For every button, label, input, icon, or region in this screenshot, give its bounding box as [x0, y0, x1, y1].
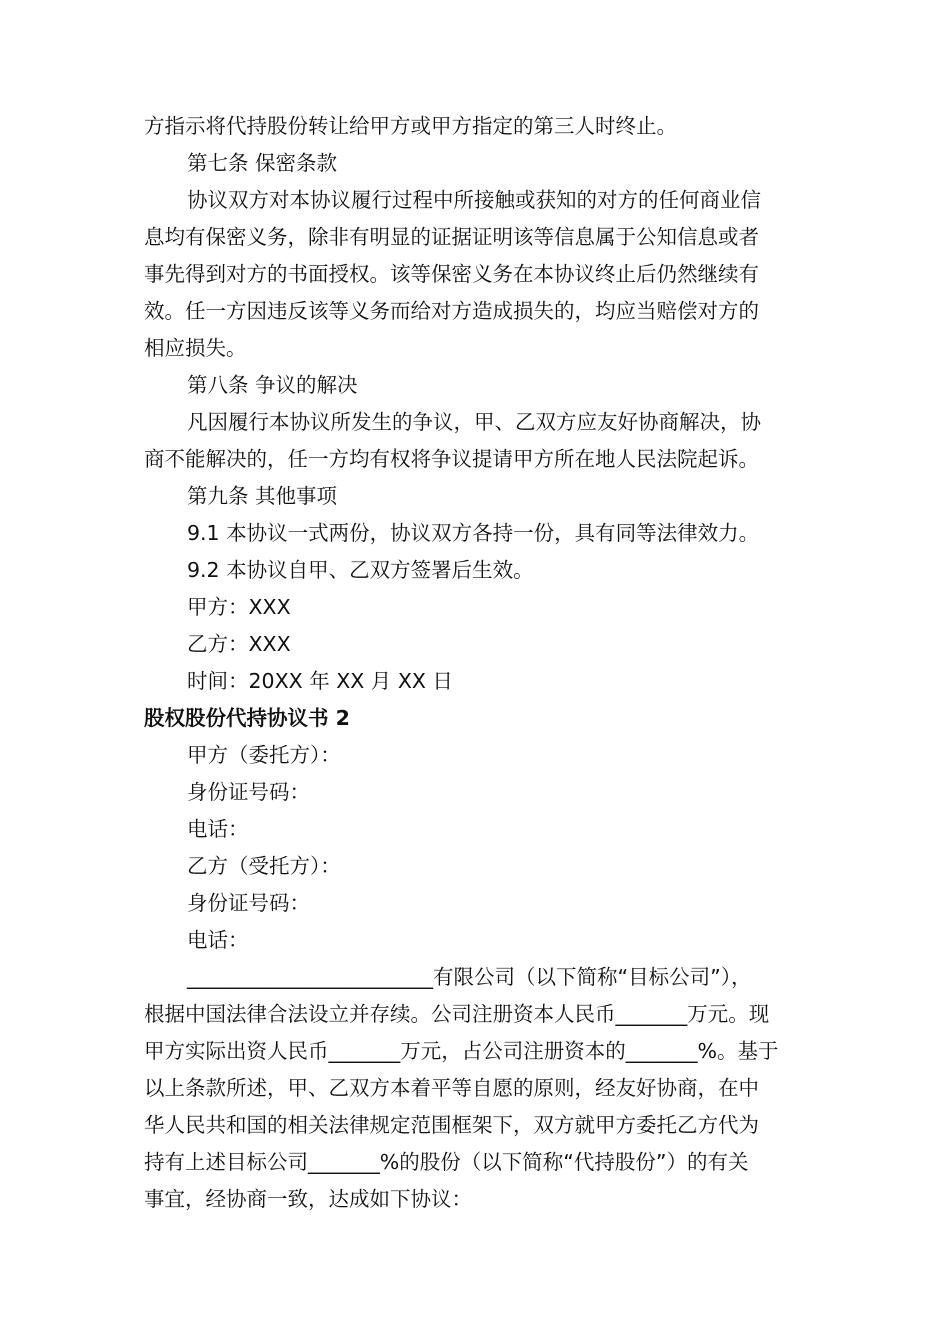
party-a-id-label: 身份证号码：	[187, 780, 310, 804]
article-8-line-2: 商不能解决的，任一方均有权将争议提请甲方所在地人民法院起诉。	[144, 447, 759, 471]
article-7-line-5: 相应损失。	[144, 336, 247, 360]
party-b-phone-label: 电话：	[187, 928, 249, 952]
preamble-line-1: ________________________有限公司（以下简称“目标公司”），	[187, 965, 752, 989]
preamble-line-3: 甲方实际出资人民币_______万元，占公司注册资本的_______%。基于	[144, 1039, 779, 1063]
party-a-signature: 甲方：XXX	[187, 595, 291, 619]
preamble-line-4: 以上条款所述，甲、乙双方本着平等自愿的原则，经友好协商，在中	[144, 1076, 759, 1100]
party-b-label: 乙方（受托方）：	[187, 854, 341, 878]
article-7-line-3: 事先得到对方的书面授权。该等保密义务在本协议终止后仍然继续有	[144, 262, 759, 286]
article-8-line-1: 凡因履行本协议所发生的争议，甲、乙双方应友好协商解决，协	[187, 410, 761, 434]
clause-9-2: 9.2 本协议自甲、乙双方签署后生效。	[187, 558, 534, 582]
party-b-signature: 乙方：XXX	[187, 632, 291, 656]
party-a-label: 甲方（委托方）：	[187, 743, 341, 767]
document-page	[144, 108, 808, 1218]
preamble-line-5: 华人民共和国的相关法律规定范围框架下，双方就甲方委托乙方代为	[144, 1113, 759, 1137]
article-7-line-1: 协议双方对本协议履行过程中所接触或获知的对方的任何商业信	[187, 188, 761, 212]
article-7-title: 第七条 保密条款	[187, 151, 338, 175]
date-line: 时间：20XX 年 XX 月 XX 日	[187, 669, 453, 693]
preamble-line-6: 持有上述目标公司_______%的股份（以下简称“代持股份”）的有关	[144, 1150, 749, 1174]
continuation-line: 方指示将代持股份转让给甲方或甲方指定的第三人时终止。	[144, 114, 677, 138]
article-8-title: 第八条 争议的解决	[187, 373, 358, 397]
clause-9-1: 9.1 本协议一式两份，协议双方各持一份，具有同等法律效力。	[187, 521, 760, 545]
preamble-line-7: 事宜，经协商一致，达成如下协议：	[144, 1187, 472, 1211]
article-9-title: 第九条 其他事项	[187, 484, 338, 508]
article-7-line-2: 息均有保密义务，除非有明显的证据证明该等信息属于公知信息或者	[144, 225, 759, 249]
preamble-line-2: 根据中国法律合法设立并存续。公司注册资本人民币_______万元。现	[144, 1002, 770, 1026]
party-b-id-label: 身份证号码：	[187, 891, 310, 915]
article-7-line-4: 效。任一方因违反该等义务而给对方造成损失的，均应当赔偿对方的	[144, 299, 759, 323]
agreement-2-title: 股权股份代持协议书 2	[144, 706, 350, 730]
party-a-phone-label: 电话：	[187, 817, 249, 841]
